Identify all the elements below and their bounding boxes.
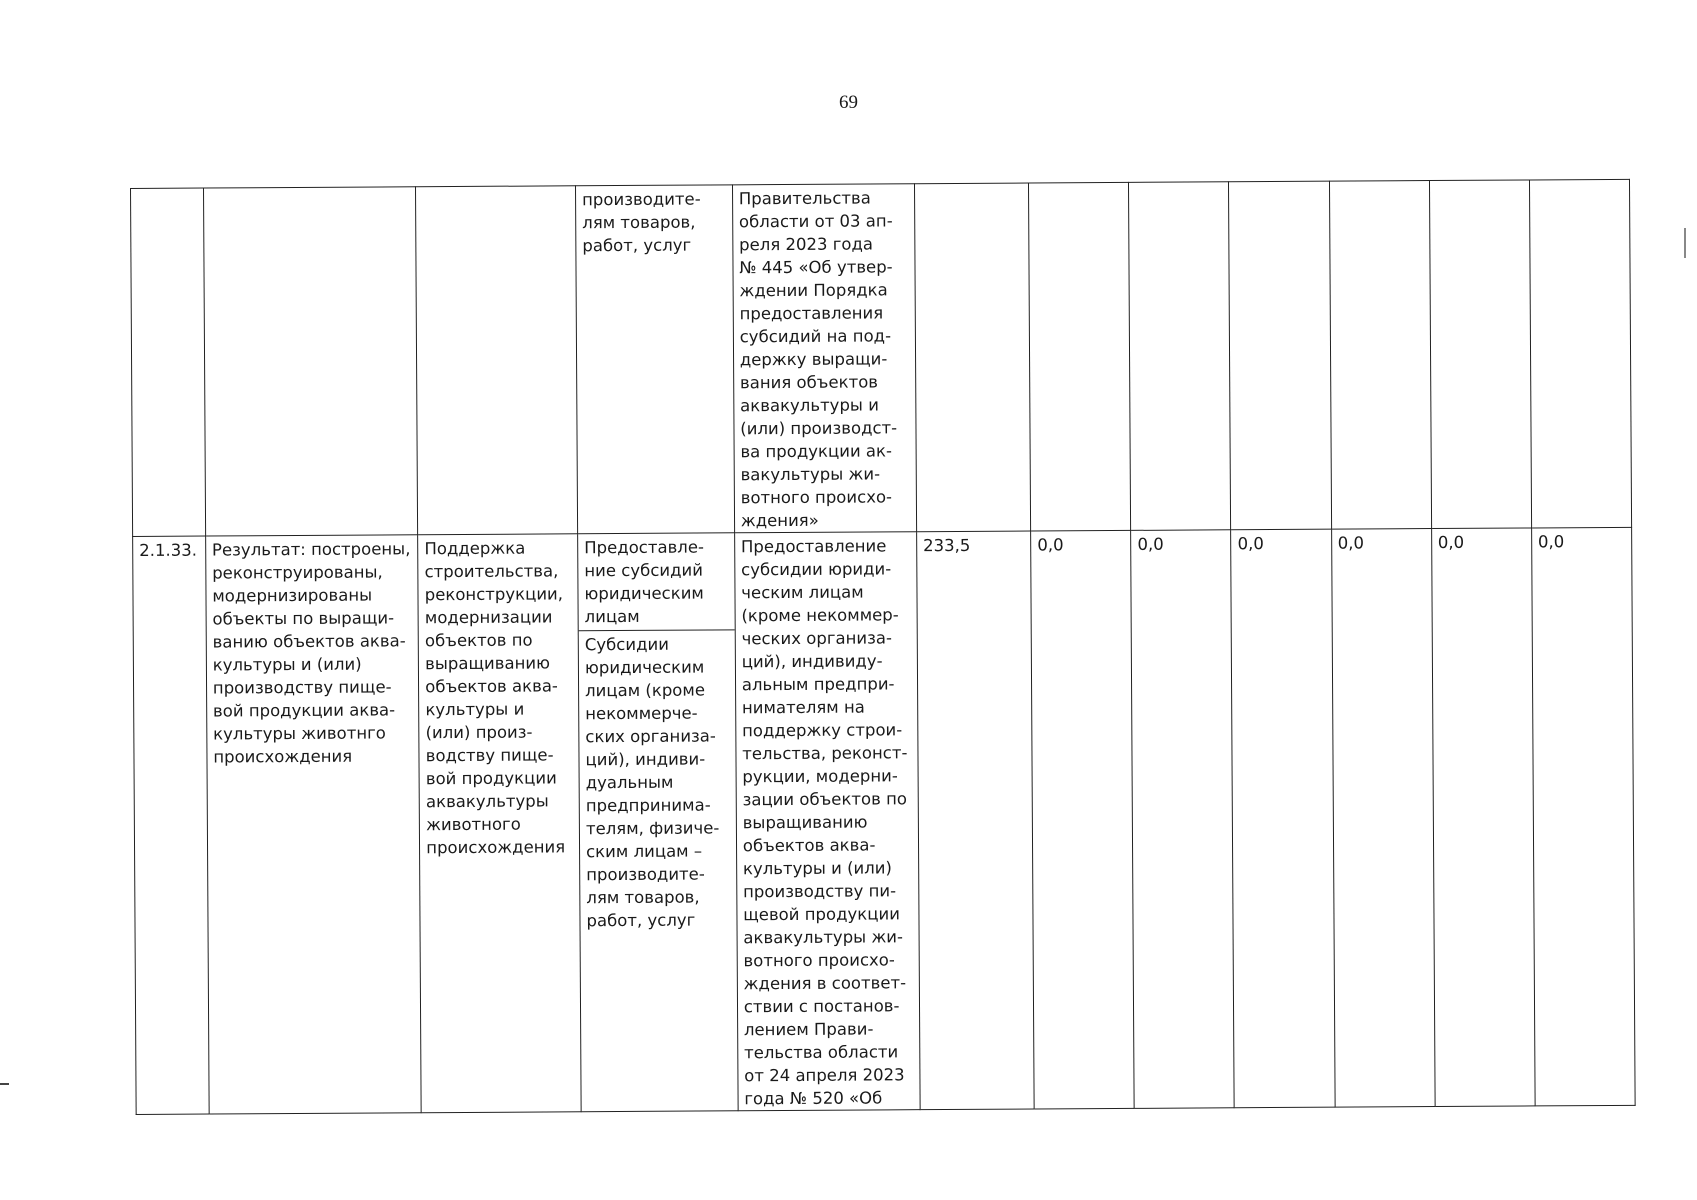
cell-year-6: 0,0 bbox=[1531, 527, 1635, 1106]
text-line: Поддержка bbox=[424, 538, 526, 559]
text-line: рукции, модерни- bbox=[742, 766, 898, 787]
text-line: строительства, bbox=[424, 561, 559, 582]
cell-year-6 bbox=[1529, 179, 1631, 528]
text-line: вания объектов bbox=[739, 372, 879, 393]
text-line: работ, услуг bbox=[582, 235, 692, 256]
text-line: лицам (кроме bbox=[585, 680, 706, 701]
text-line: держку выращи- bbox=[739, 349, 888, 370]
text-line: модернизированы bbox=[212, 585, 373, 606]
text-line: предпринима- bbox=[585, 795, 711, 816]
text-line: культуры и (или) bbox=[212, 654, 362, 675]
support-type-text bbox=[582, 187, 726, 257]
text-line: вакультуры жи- bbox=[740, 464, 881, 485]
text-line: года № 520 «Об bbox=[744, 1088, 883, 1109]
text-line: культуры животнго bbox=[213, 723, 386, 744]
text-line: выращиванию bbox=[742, 812, 868, 833]
cell-year-1 bbox=[1029, 182, 1131, 531]
support-type-bottom bbox=[579, 630, 737, 932]
text-line: реля 2023 года bbox=[739, 234, 874, 255]
text-line: происхождения bbox=[213, 746, 353, 767]
text-line: альным предпри- bbox=[741, 674, 895, 695]
text-line: области от 03 ап- bbox=[738, 211, 893, 232]
text-line: аквакультуры bbox=[425, 791, 549, 812]
text-line: ций), индивиду- bbox=[741, 651, 883, 672]
cell-result bbox=[203, 187, 418, 536]
text-line: ских организа- bbox=[585, 726, 716, 747]
cell-year-4: 0,0 bbox=[1331, 529, 1435, 1108]
support-text bbox=[424, 536, 573, 859]
text-line: Предоставле- bbox=[584, 537, 704, 558]
text-line: лением Прави- bbox=[743, 1019, 874, 1040]
text-line: лям товаров, bbox=[586, 887, 700, 908]
cell-description bbox=[732, 184, 916, 533]
text-line: Результат: построены, bbox=[211, 539, 411, 560]
text-line: Субсидии bbox=[584, 634, 669, 655]
text-line: вой продукции bbox=[425, 768, 557, 789]
cell-year-1: 0,0 bbox=[1031, 530, 1135, 1109]
text-line: (или) производст- bbox=[740, 418, 898, 439]
text-line: тельства области bbox=[744, 1042, 899, 1063]
text-line: объектов по bbox=[424, 630, 533, 651]
cell-year-5 bbox=[1429, 180, 1531, 529]
text-line: ций), индиви- bbox=[585, 749, 706, 770]
text-line: производите- bbox=[586, 864, 705, 885]
text-line: тельства, реконст- bbox=[742, 743, 908, 764]
text-line: объектов аква- bbox=[742, 835, 876, 856]
cell-description bbox=[734, 532, 920, 1111]
cell-number: 2.1.33. bbox=[133, 536, 209, 1114]
text-line: (кроме некоммер- bbox=[741, 605, 899, 626]
text-line: аквакультуры жи- bbox=[743, 927, 904, 948]
text-line: юридическим bbox=[584, 657, 705, 678]
cell-year-4 bbox=[1329, 181, 1431, 530]
text-line: ние субсидий bbox=[584, 560, 703, 581]
text-line: вотного происхо- bbox=[743, 950, 895, 971]
cell-total bbox=[914, 183, 1030, 532]
text-line: субсидий на под- bbox=[739, 326, 892, 347]
text-line: ским лицам – bbox=[586, 841, 703, 862]
text-line: ванию объектов аква- bbox=[212, 631, 406, 652]
text-line: юридическим bbox=[584, 583, 704, 604]
cell-year-2 bbox=[1129, 182, 1231, 531]
text-line: нимателям на bbox=[741, 697, 865, 718]
text-line: дуальным bbox=[585, 772, 674, 793]
text-line: вой продукции аква- bbox=[212, 700, 396, 721]
text-line: культуры и bbox=[425, 699, 525, 720]
cell-year-5: 0,0 bbox=[1431, 528, 1535, 1107]
text-line: ствии с постанов- bbox=[743, 996, 900, 1017]
cell-year-3: 0,0 bbox=[1231, 529, 1335, 1108]
text-line: ждении Порядка bbox=[739, 280, 888, 301]
text-line: ва продукции ак- bbox=[740, 441, 892, 462]
scan-margin-mark bbox=[0, 1083, 9, 1085]
cell-support-type bbox=[576, 185, 735, 534]
table-row-continuation bbox=[131, 179, 1632, 536]
cell-year-2: 0,0 bbox=[1131, 530, 1235, 1109]
text-line: лям товаров, bbox=[582, 212, 696, 233]
text-line: субсидии юриди- bbox=[741, 559, 892, 580]
text-line: реконструированы, bbox=[212, 562, 383, 583]
text-line: выращиванию bbox=[425, 653, 551, 674]
text-line: объекты по выращи- bbox=[212, 608, 395, 629]
scan-margin-mark bbox=[1684, 228, 1686, 258]
cell-number bbox=[131, 188, 206, 536]
cell-support bbox=[416, 186, 578, 535]
text-line: от 24 апреля 2023 bbox=[744, 1065, 905, 1086]
text-line: производите- bbox=[582, 189, 701, 210]
text-line: ческих организа- bbox=[741, 628, 892, 649]
table-row-2-1-33 bbox=[133, 527, 1636, 1114]
text-line: № 445 «Об утвер- bbox=[739, 257, 893, 278]
text-line: животного bbox=[426, 814, 521, 835]
text-line: работ, услуг bbox=[586, 910, 696, 931]
text-line: лицам bbox=[584, 606, 640, 627]
text-line: ждения в соответ- bbox=[743, 973, 907, 994]
description-text bbox=[739, 186, 910, 532]
text-line: водству пище- bbox=[425, 745, 554, 766]
text-line: щевой продукции bbox=[743, 904, 900, 925]
text-line: реконструкции, bbox=[424, 584, 564, 605]
text-line: (или) произ- bbox=[425, 722, 533, 743]
result-text bbox=[212, 537, 413, 768]
text-line: культуры и (или) bbox=[742, 858, 892, 879]
text-line: поддержку строи- bbox=[742, 720, 903, 741]
text-line: телям, физиче- bbox=[585, 818, 720, 839]
text-line: модернизации bbox=[424, 607, 553, 628]
support-type-top bbox=[578, 535, 734, 631]
text-line: аквакультуры и bbox=[740, 395, 879, 416]
text-line: некоммерче- bbox=[585, 703, 698, 724]
text-line: объектов аква- bbox=[425, 676, 558, 697]
text-line: Правительства bbox=[738, 188, 871, 209]
text-line: Предоставление bbox=[740, 536, 887, 557]
program-table bbox=[130, 179, 1636, 1115]
text-line: предоставления bbox=[739, 303, 884, 324]
page-number: 69 bbox=[839, 92, 858, 113]
cell-support bbox=[418, 534, 581, 1113]
text-line: производству пище- bbox=[212, 677, 392, 698]
text-line: зации объектов по bbox=[742, 789, 908, 810]
text-line: ждения» bbox=[740, 510, 819, 531]
cell-result bbox=[205, 535, 421, 1114]
text-line: вотного происхо- bbox=[740, 487, 893, 508]
text-line: производству пи- bbox=[743, 881, 897, 902]
cell-year-3 bbox=[1229, 181, 1331, 530]
cell-support-type bbox=[578, 533, 738, 1112]
description-text bbox=[741, 534, 914, 1110]
text-line: ческим лицам bbox=[741, 582, 864, 603]
cell-total: 233,5 bbox=[916, 531, 1034, 1110]
text-line: происхождения bbox=[426, 837, 566, 858]
